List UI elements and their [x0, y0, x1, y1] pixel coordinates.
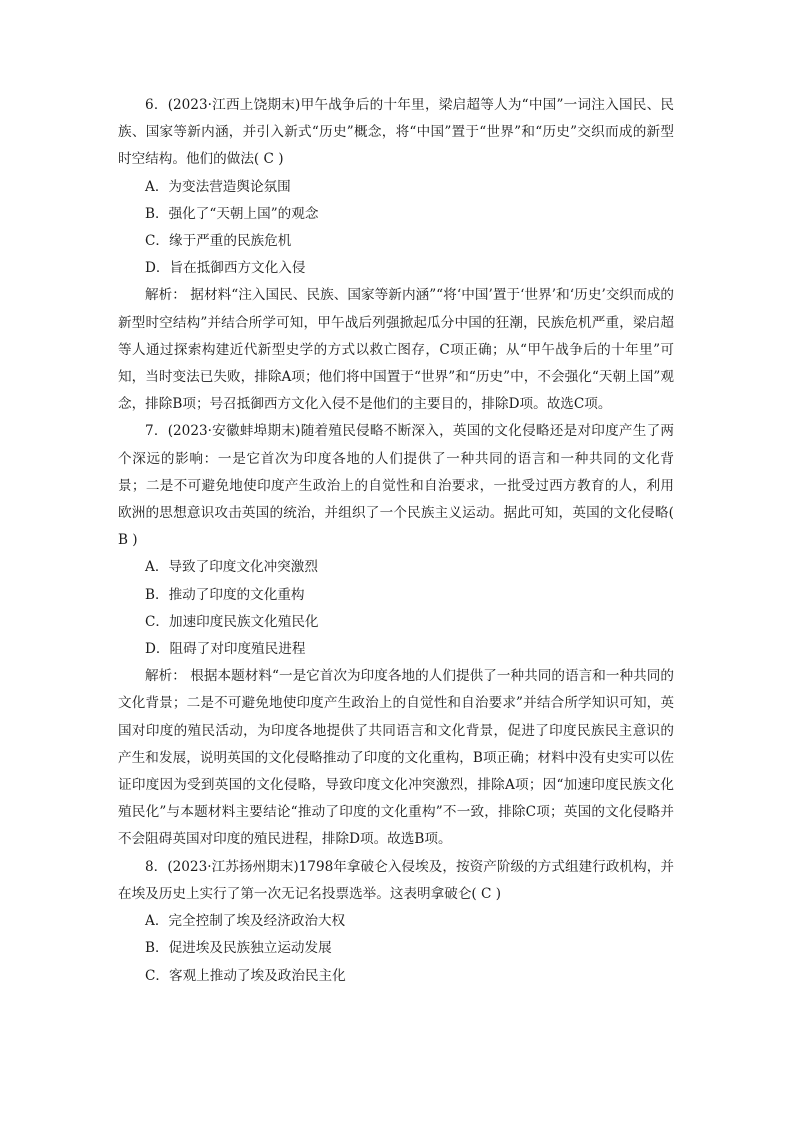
option-b: B．推动了印度的文化重构 [145, 586, 305, 603]
option-a: A．为变法营造舆论氛围 [145, 178, 291, 195]
question-stem: 8．(2023·江苏扬州期末)1798年拿破仑入侵埃及，按资产阶级的方式组建行政机构，并在埃及历史上实行了第一次无记名投票选举。这表明拿破仑( C ) [118, 858, 674, 902]
question-7 [118, 418, 674, 853]
option-d: D．阻碍了对印度殖民进程 [145, 641, 306, 658]
option-c: C．缘于严重的民族危机 [145, 233, 292, 250]
question-stem: 7．(2023·安徽蚌埠期末)随着殖民侵略不断深入，英国的文化侵略还是对印度产生了两个深远的影响：一是它首次为印度各地的人们提供了一种共同的语言和一种共同的文化背景；二是不可避免地使印度产生政治上的自觉性和自治要求，一批受过西方教育的人，利用欧洲的思想意识攻击英国的统治，并组织了一个民族主义运动。据此可知，英国的文化侵略( B ) [118, 423, 674, 549]
option-a: A．完全控制了埃及经济政治大权 [145, 913, 346, 930]
option-d: D．旨在抵御西方文化入侵 [145, 260, 306, 277]
option-a: A．导致了印度文化冲突激烈 [145, 559, 318, 576]
option-b: B．促进埃及民族独立运动发展 [145, 940, 332, 957]
option-b: B．强化了“天朝上国”的观念 [145, 205, 319, 222]
question-8 [118, 854, 674, 990]
analysis-text: 解析： 根据本题材料“一是它首次为印度各地的人们提供了一种共同的语言和一种共同的文化背景；二是不可避免地使印度产生政治上的自觉性和自治要求”并结合所学知识可知，英国对印度的殖民活动，为印度各地提供了共同语言和文化背景，促进了印度民族民主意识的产生和发展，说明英国的文化侵略推动了印度的文化重构，B项正确；材料中没有史实可以佐证印度因为受到英国的文化侵略，导致印度文化冲突激烈，排除A项；因“加速印度民族文化殖民化”与本题材料主要结论“推动了印度的文化重构”不一致，排除C项；英国的文化侵略并不会阻碍英国对印度的殖民进程，排除D项。故选B项。 [118, 668, 674, 848]
analysis-text: 解析： 据材料“注入国民、民族、国家等新内涵”“将‘中国’置于‘世界’和‘历史’交织而成的新型时空结构”并结合所学可知，甲午战后列强掀起瓜分中国的狂潮，民族危机严重，梁启超等人通过探索构建近代新型史学的方式以救亡图存，C项正确；从“甲午战争后的十年里”可知，当时变法已失败，排除A项；他们将中国置于“世界”和“历史”中，不会强化“天朝上国”观念，排除B项；号召抵御西方文化入侵不是他们的主要目的，排除D项。故选C项。 [118, 287, 674, 413]
document-body [118, 92, 674, 990]
question-stem: 6．(2023·江西上饶期末)甲午战争后的十年里，梁启超等人为“中国”一词注入国民、民族、国家等新内涵，并引入新式“历史”概念，将“中国”置于“世界”和“历史”交织而成的新型时空结构。他们的做法( C ) [118, 97, 674, 168]
option-c: C．加速印度民族文化殖民化 [145, 613, 319, 630]
option-c: C．客观上推动了埃及政治民主化 [145, 967, 346, 984]
question-6 [118, 92, 674, 418]
